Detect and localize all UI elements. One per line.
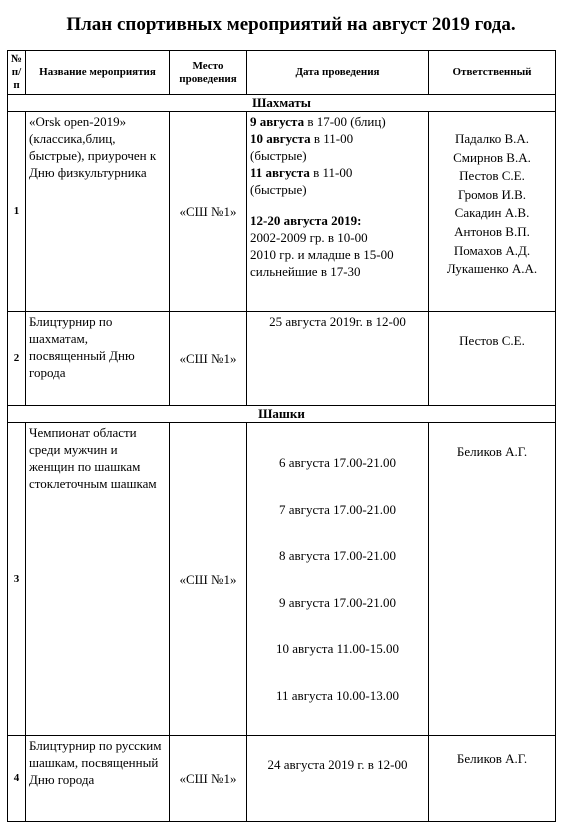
responsible-person: Лукашенко А.А. [446,261,538,277]
responsible-person: Смирнов В.А. [453,149,531,165]
event-responsible: Беликов А.Г. [429,423,556,736]
header-name: Название мероприятия [26,51,170,95]
date-line: 7 августа 17.00-21.00 [279,501,396,517]
date-line: 9 августа в 17-00 (блиц) [250,114,386,129]
date-line: 11 августа 10.00-13.00 [276,687,399,703]
responsible-person: Падалко В.А. [454,131,530,146]
table-row [8,736,556,822]
date-line: (быстрые) [250,182,307,197]
date-line: 10 августа в 11-00 [250,131,354,146]
row-num: 1 [8,112,26,312]
table-row [8,112,556,312]
event-dates [247,423,429,736]
event-responsible [429,112,556,312]
row-num: 4 [8,736,26,822]
date-line: 10 августа 11.00-15.00 [276,641,399,656]
date-line: сильнейшие в 17-30 [250,264,361,279]
responsible-person: Антонов В.П. [454,223,530,239]
responsible-person: Громов И.В. [457,186,527,202]
date-line: (быстрые) [250,148,307,163]
section-row-chess [8,95,556,112]
date-line: 2010 гр. и младше в 15-00 [250,247,394,262]
header-num: № п/п [8,51,26,95]
section-row-checkers [8,406,556,423]
date-line: 11 августа в 11-00 [250,165,353,180]
header-place: Место проведения [170,51,247,95]
event-dates [247,112,429,312]
date-line: 12-20 августа 2019: [250,213,362,228]
table-row [8,423,556,736]
event-place: «СШ №1» [170,736,247,822]
date-line: 6 августа 17.00-21.00 [279,455,396,470]
events-table [7,50,556,822]
event-date: 25 августа 2019г. в 12-00 [247,312,429,406]
header-date: Дата проведения [247,51,429,95]
responsible-person: Помахов А.Д. [453,242,531,258]
event-place: «СШ №1» [170,112,247,312]
header-responsible: Ответственный [429,51,556,95]
date-line: 9 августа 17.00-21.00 [279,594,396,610]
table-row [8,312,556,406]
date-line: 2002-2009 гр. в 10-00 [250,230,368,245]
page-title: План спортивных мероприятий на август 2019 года. [66,14,516,35]
row-num: 2 [8,312,26,406]
event-place: «СШ №1» [170,423,247,736]
event-responsible: Пестов С.Е. [429,312,556,406]
responsible-person: Пестов С.Е. [459,168,525,184]
event-responsible: Беликов А.Г. [429,736,556,822]
event-name: Чемпионат области среди мужчин и женщин по шашкам стоклеточным шашкам [26,423,170,736]
responsible-person: Сакадин А.В. [454,205,530,221]
date-line: 8 августа 17.00-21.00 [279,548,396,563]
event-date: 24 августа 2019 г. в 12-00 [247,736,429,822]
event-name: «Orsk open-2019» (классика,блиц, быстрые), приурочен к Дню физкультурника [26,112,170,312]
row-num: 3 [8,423,26,736]
section-title-checkers: Шашки [8,406,556,423]
section-title-chess: Шахматы [8,95,556,112]
event-name: Блицтурнир по русским шашкам, посвященный Дню города [26,736,170,822]
table-header-row [8,51,556,95]
event-name: Блицтурнир по шахматам, посвященный Дню города [26,312,170,406]
event-place: «СШ №1» [170,312,247,406]
